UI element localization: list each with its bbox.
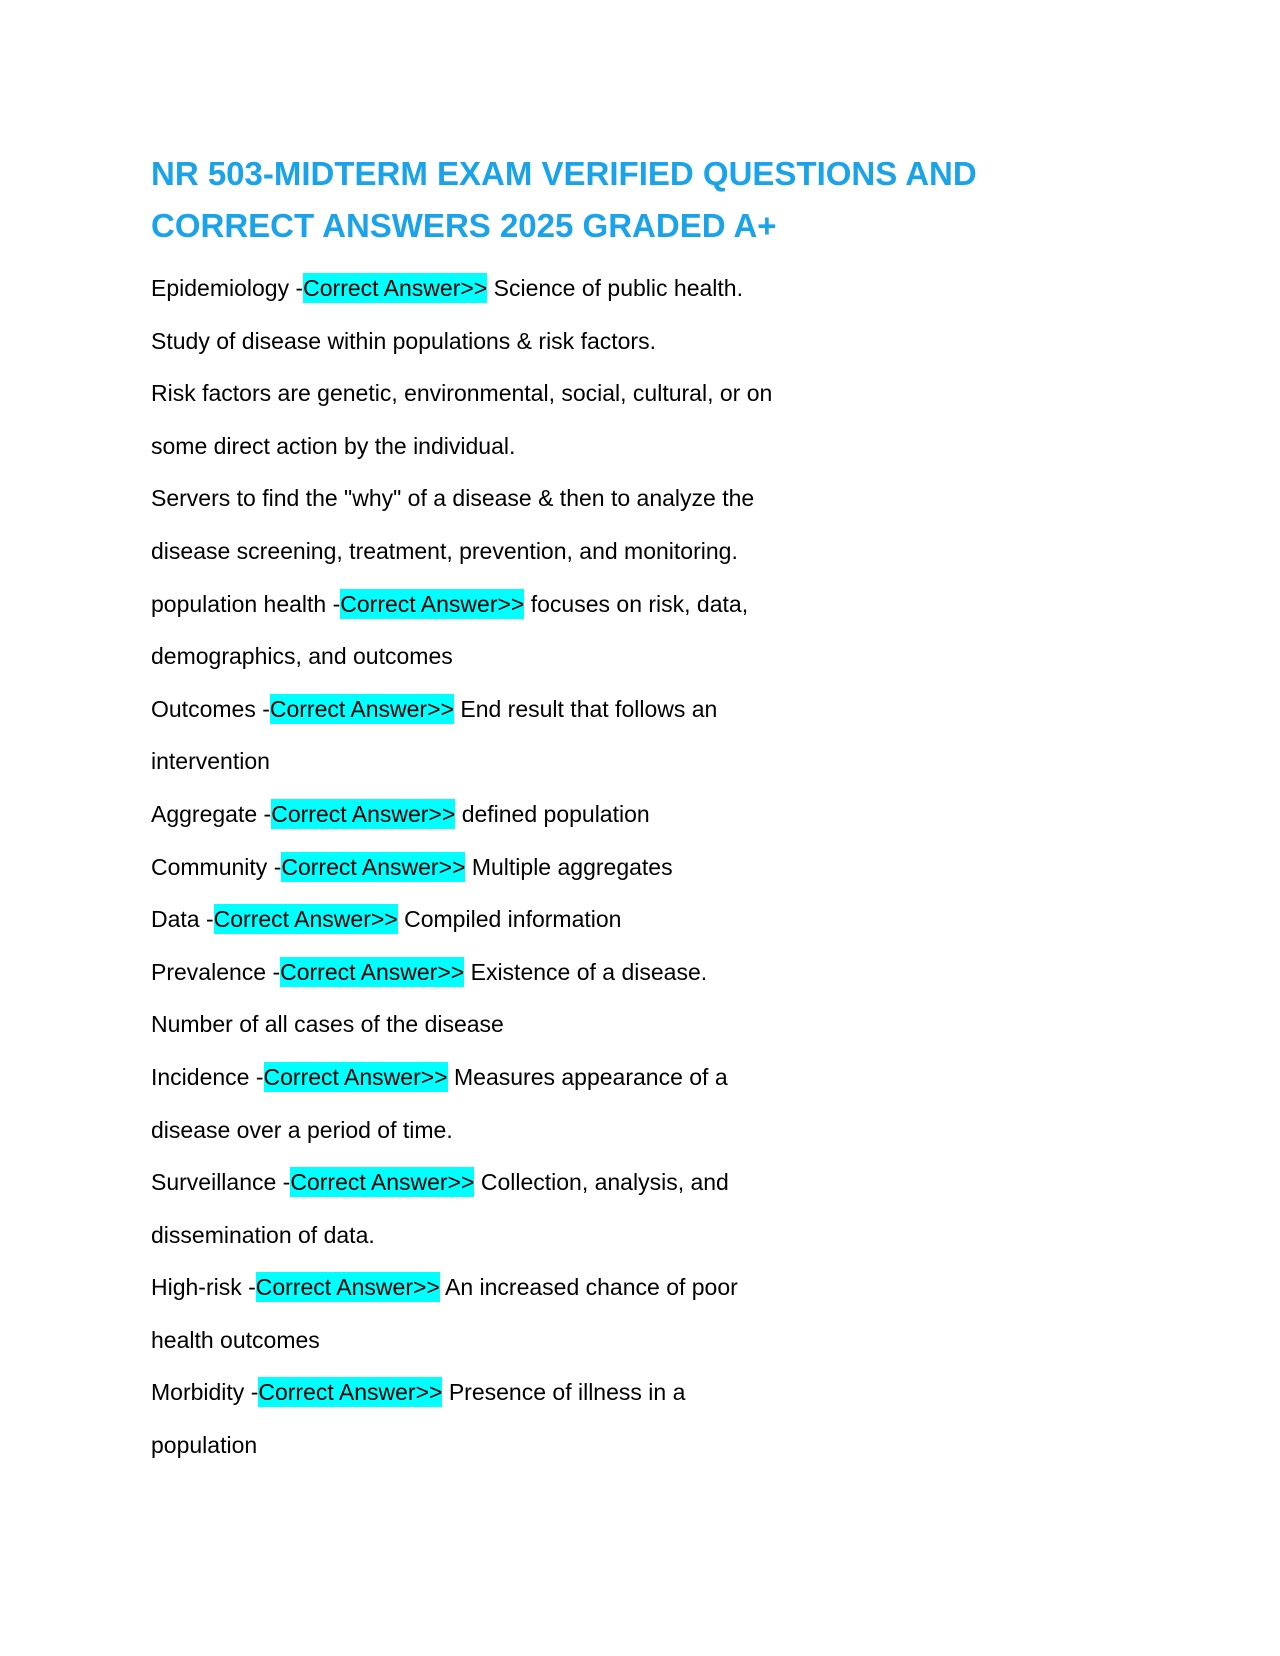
- qa-entry: [151, 1261, 1151, 1314]
- title-line-1: NR 503-MIDTERM EXAM VERIFIED QUESTIONS AND: [151, 155, 977, 192]
- qa-answer-text: Collection, analysis, and: [480, 1169, 729, 1196]
- qa-term: Outcomes -: [151, 695, 270, 722]
- qa-answer-continuation: Study of disease within populations & risk factors.: [151, 327, 656, 354]
- qa-term: Incidence -: [151, 1063, 264, 1090]
- qa-answer-text: focuses on risk, data,: [530, 590, 749, 617]
- qa-entry: [151, 683, 1151, 736]
- qa-term: Surveillance -: [151, 1169, 291, 1196]
- qa-entry: [151, 578, 1151, 631]
- qa-entry: [151, 1051, 1151, 1104]
- qa-answer-continuation: health outcomes: [151, 1326, 320, 1353]
- correct-answer-marker: Correct Answer>>: [280, 958, 465, 985]
- qa-answer-continuation: disease over a period of time.: [151, 1116, 453, 1143]
- qa-answer-continuation: demographics, and outcomes: [151, 643, 453, 670]
- qa-term: Prevalence -: [151, 958, 281, 985]
- qa-entry: [151, 262, 1151, 315]
- correct-answer-marker: Correct Answer>>: [303, 275, 488, 301]
- correct-answer-marker: Correct Answer>>: [340, 590, 525, 617]
- document-title: [151, 148, 1151, 252]
- qa-answer-text: Presence of illness in a: [448, 1379, 686, 1406]
- correct-answer-marker: Correct Answer>>: [271, 800, 456, 827]
- correct-answer-marker: Correct Answer>>: [263, 1063, 448, 1090]
- qa-answer-text: defined population: [461, 800, 650, 827]
- correct-answer-marker: Correct Answer>>: [258, 1379, 443, 1406]
- qa-answer-continuation: dissemination of data.: [151, 1221, 375, 1248]
- qa-answer-continuation: intervention: [151, 748, 270, 775]
- qa-answer-continuation: disease screening, treatment, prevention, and monitoring.: [151, 537, 738, 564]
- qa-answer-text: End result that follows an: [460, 695, 718, 722]
- title-line-2: CORRECT ANSWERS 2025 GRADED A+: [151, 207, 777, 244]
- qa-answer-text: Science of public health.: [493, 275, 743, 301]
- qa-answer-text: Measures appearance of a: [454, 1063, 728, 1090]
- qa-answer-continuation: Risk factors are genetic, environmental, social, cultural, or on: [151, 380, 773, 407]
- qa-answer-continuation: Servers to find the "why" of a disease & then to analyze the: [151, 485, 755, 512]
- qa-term: Community -: [151, 853, 282, 880]
- qa-entry: [151, 1366, 1151, 1419]
- correct-answer-marker: Correct Answer>>: [213, 906, 398, 933]
- qa-answer-text: Existence of a disease.: [470, 958, 708, 985]
- correct-answer-marker: Correct Answer>>: [269, 695, 454, 722]
- correct-answer-marker: Correct Answer>>: [290, 1169, 475, 1196]
- qa-entry: [151, 893, 1151, 946]
- qa-answer-continuation: some direct action by the individual.: [151, 432, 516, 459]
- qa-term: Aggregate -: [151, 800, 272, 827]
- qa-term: High-risk -: [151, 1274, 256, 1301]
- qa-term: Epidemiology -: [151, 275, 304, 301]
- qa-term: population health -: [151, 590, 341, 617]
- qa-entry: [151, 1156, 1151, 1209]
- qa-entry: [151, 841, 1151, 894]
- qa-answer-continuation: Number of all cases of the disease: [151, 1011, 504, 1038]
- document-page: [151, 148, 1151, 1472]
- correct-answer-marker: Correct Answer>>: [281, 853, 466, 880]
- correct-answer-marker: Correct Answer>>: [255, 1274, 440, 1301]
- qa-answer-continuation: population: [151, 1432, 258, 1459]
- qa-answer-text: Compiled information: [404, 906, 622, 933]
- qa-answer-text: An increased chance of poor: [445, 1274, 738, 1301]
- qa-answer-text: Multiple aggregates: [471, 853, 673, 880]
- qa-entry: [151, 788, 1151, 841]
- qa-entry: [151, 946, 1151, 999]
- qa-term: Data -: [151, 906, 214, 933]
- qa-term: Morbidity -: [151, 1379, 259, 1406]
- qa-list: [151, 262, 1151, 1472]
